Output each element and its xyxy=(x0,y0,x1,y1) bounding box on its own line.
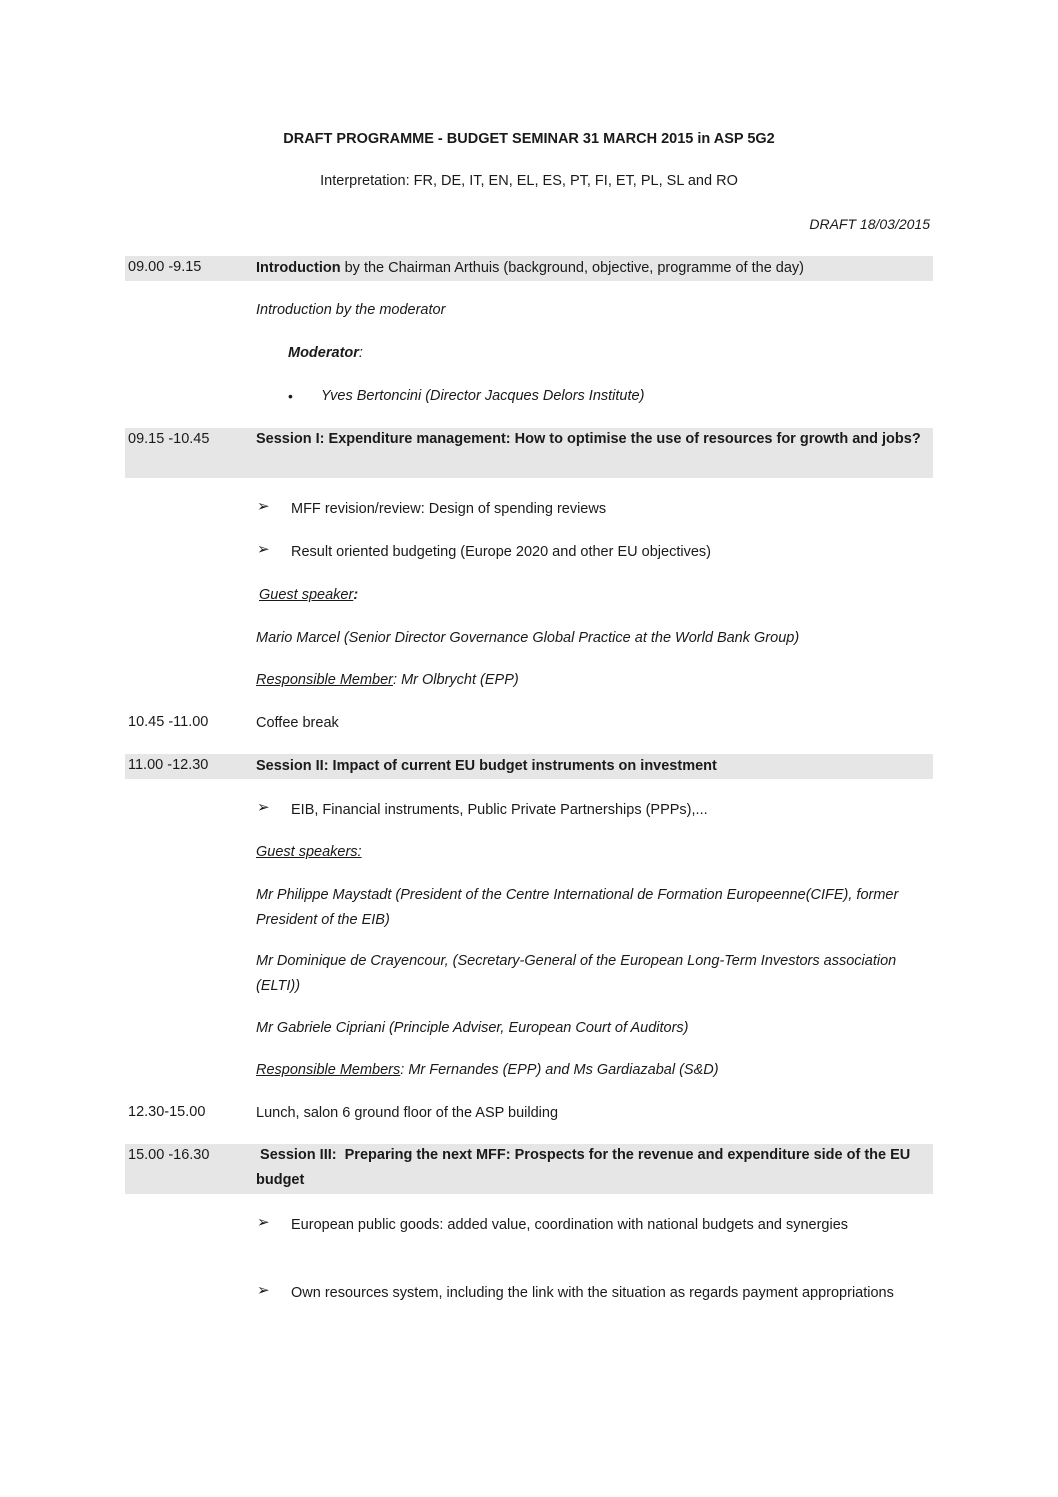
session1-bullet-1: MFF revision/review: Design of spending reviews xyxy=(291,501,607,517)
interpretation-languages: Interpretation: FR, DE, IT, EN, EL, ES, PT, FI, ET, PL, SL and RO xyxy=(320,173,738,189)
intro-time: 09.00 -9.15 xyxy=(128,259,202,275)
session2-responsible-value: : Mr Fernandes (EPP) and Ms Gardiazabal (S&D) xyxy=(400,1062,719,1078)
session2-guest-2: Mr Dominique de Crayencour, (Secretary-General of the European Long-Term Investors association (ELTI)) xyxy=(256,953,897,994)
intro-title-bold: Introduction xyxy=(256,260,341,276)
session2-guest-1: Mr Philippe Maystadt (President of the Centre International de Formation Europeenne(CIFE), former President of the EIB) xyxy=(256,887,899,928)
session1-guest-heading xyxy=(259,583,934,608)
session2-bullet-1: EIB, Financial instruments, Public Private Partnerships (PPPs),... xyxy=(291,802,708,818)
session2-responsible-label: Responsible Members xyxy=(256,1062,401,1078)
lunch-label: Lunch, salon 6 ground floor of the ASP building xyxy=(256,1105,559,1121)
session2-guest-label: Guest speakers: xyxy=(256,844,362,860)
session1-responsible-label: Responsible Member xyxy=(256,672,394,688)
bullet-dot-icon: • xyxy=(288,388,293,404)
session1-title: Session I: Expenditure management: How to optimise the use of resources for growth and jobs? xyxy=(256,431,921,447)
arrow-bullet-icon: ➢ xyxy=(257,1282,270,1299)
session2-title: Session II: Impact of current EU budget instruments on investment xyxy=(256,758,717,774)
moderator-intro: Introduction by the moderator xyxy=(256,302,446,318)
intro-title-rest: by the Chairman Arthuis (background, objective, programme of the day) xyxy=(340,260,805,276)
session2-guest-3: Mr Gabriele Cipriani (Principle Adviser, European Court of Auditors) xyxy=(256,1020,689,1036)
session1-time: 09.15 -10.45 xyxy=(128,431,210,447)
session1-bullet-2: Result oriented budgeting (Europe 2020 and other EU objectives) xyxy=(291,544,711,560)
moderator-label: Moderator xyxy=(288,345,359,361)
session3-bullet-1: European public goods: added value, coordination with national budgets and synergies xyxy=(291,1217,849,1233)
session3-title: Session III: Preparing the next MFF: Prospects for the revenue and expenditure side of the EU budget xyxy=(256,1147,915,1188)
session2-time: 11.00 -12.30 xyxy=(128,757,209,773)
moderator-colon: : xyxy=(358,345,363,361)
session1-responsible-value: : Mr Olbrycht (EPP) xyxy=(393,672,519,688)
coffee-label: Coffee break xyxy=(256,715,339,731)
session2-responsible xyxy=(256,1058,931,1083)
moderator-heading xyxy=(288,341,963,366)
arrow-bullet-icon: ➢ xyxy=(257,498,270,515)
session3-time: 15.00 -16.30 xyxy=(128,1147,210,1163)
moderator-name: Yves Bertoncini (Director Jacques Delors Institute) xyxy=(321,388,645,404)
arrow-bullet-icon: ➢ xyxy=(257,799,270,816)
arrow-bullet-icon: ➢ xyxy=(257,1214,270,1231)
coffee-time: 10.45 -11.00 xyxy=(128,714,209,730)
session1-guest: Mario Marcel (Senior Director Governance Global Practice at the World Bank Group) xyxy=(256,630,800,646)
arrow-bullet-icon: ➢ xyxy=(257,541,270,558)
intro-title xyxy=(256,256,931,281)
lunch-time: 12.30-15.00 xyxy=(128,1104,206,1120)
draft-date: DRAFT 18/03/2015 xyxy=(809,216,930,232)
session1-guest-colon: : xyxy=(353,587,359,603)
page-title: DRAFT PROGRAMME - BUDGET SEMINAR 31 MARCH 2015 in ASP 5G2 xyxy=(283,131,775,147)
session1-responsible xyxy=(256,668,931,693)
session3-bullet-2: Own resources system, including the link with the situation as regards payment appropriations xyxy=(291,1285,894,1301)
session1-guest-label: Guest speaker xyxy=(259,587,354,603)
